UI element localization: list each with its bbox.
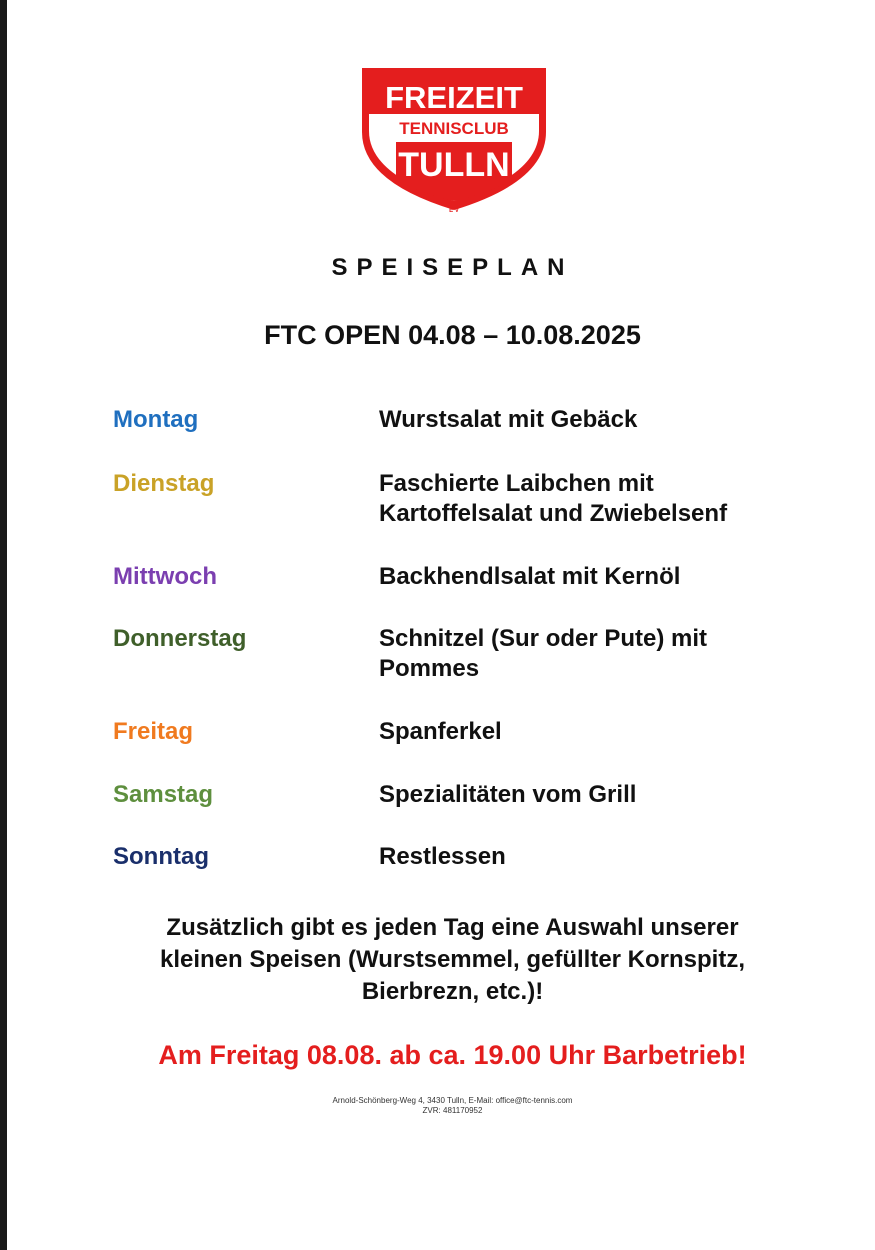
- extra-line: kleinen Speisen (Wurstsemmel, gefüllter Kornspitz,: [159, 946, 746, 973]
- club-logo: [356, 62, 552, 214]
- event-subtitle: FTC OPEN 04.08 – 10.08.2025: [264, 320, 641, 350]
- dish-line: Spezialitäten vom Grill: [379, 781, 637, 808]
- day-label-dienstag: Dienstag: [113, 470, 215, 497]
- day-label-freitag: Freitag: [113, 718, 194, 745]
- day-label-mittwoch: Mittwoch: [113, 563, 217, 590]
- dish-montag: [379, 405, 809, 435]
- dish-line: Restlessen: [379, 843, 506, 870]
- dish-line: Backhendlsalat mit Kernöl: [379, 563, 681, 590]
- bar-notice: Am Freitag 08.08. ab ca. 19.00 Uhr Barbetrieb!: [158, 1040, 747, 1070]
- day-label-donnerstag: Donnerstag: [113, 625, 247, 652]
- dish-line: Kartoffelsalat und Zwiebelsenf: [379, 500, 728, 527]
- extra-line: Bierbrezn, etc.)!: [361, 978, 544, 1005]
- footer-zvr: ZVR: 481170952: [422, 1106, 483, 1115]
- footer: [250, 1096, 655, 1116]
- dish-line: Spanferkel: [379, 718, 502, 745]
- dish-sonntag: [379, 842, 809, 872]
- logo-text-ev: E V: [449, 208, 459, 214]
- dish-line: Faschierte Laibchen mit: [379, 470, 654, 497]
- left-border: [0, 0, 7, 1250]
- dish-dienstag: [379, 469, 809, 529]
- day-label-samstag: Samstag: [113, 781, 214, 808]
- logo-text-freizeit: FREIZEIT: [385, 80, 523, 115]
- day-label-montag: Montag: [113, 406, 199, 433]
- extra-info: [100, 912, 805, 1008]
- page-title: SPEISEPLAN: [331, 254, 574, 281]
- logo-text-tulln: TULLN: [398, 146, 510, 184]
- day-label-sonntag: Sonntag: [113, 843, 209, 870]
- dish-line: Schnitzel (Sur oder Pute) mit: [379, 625, 708, 652]
- footer-address: Arnold-Schönberg-Weg 4, 3430 Tulln, E-Mail: office@ftc-tennis.com: [332, 1096, 573, 1105]
- dish-line: Wurstsalat mit Gebäck: [379, 406, 638, 433]
- dish-mittwoch: [379, 562, 809, 592]
- dish-line: Pommes: [379, 655, 480, 682]
- dish-freitag: [379, 717, 809, 747]
- extra-line: Zusätzlich gibt es jeden Tag eine Auswahl unserer: [166, 914, 739, 941]
- dish-samstag: [379, 780, 809, 810]
- logo-text-tennisclub: TENNISCLUB: [399, 119, 509, 138]
- dish-donnerstag: [379, 624, 809, 684]
